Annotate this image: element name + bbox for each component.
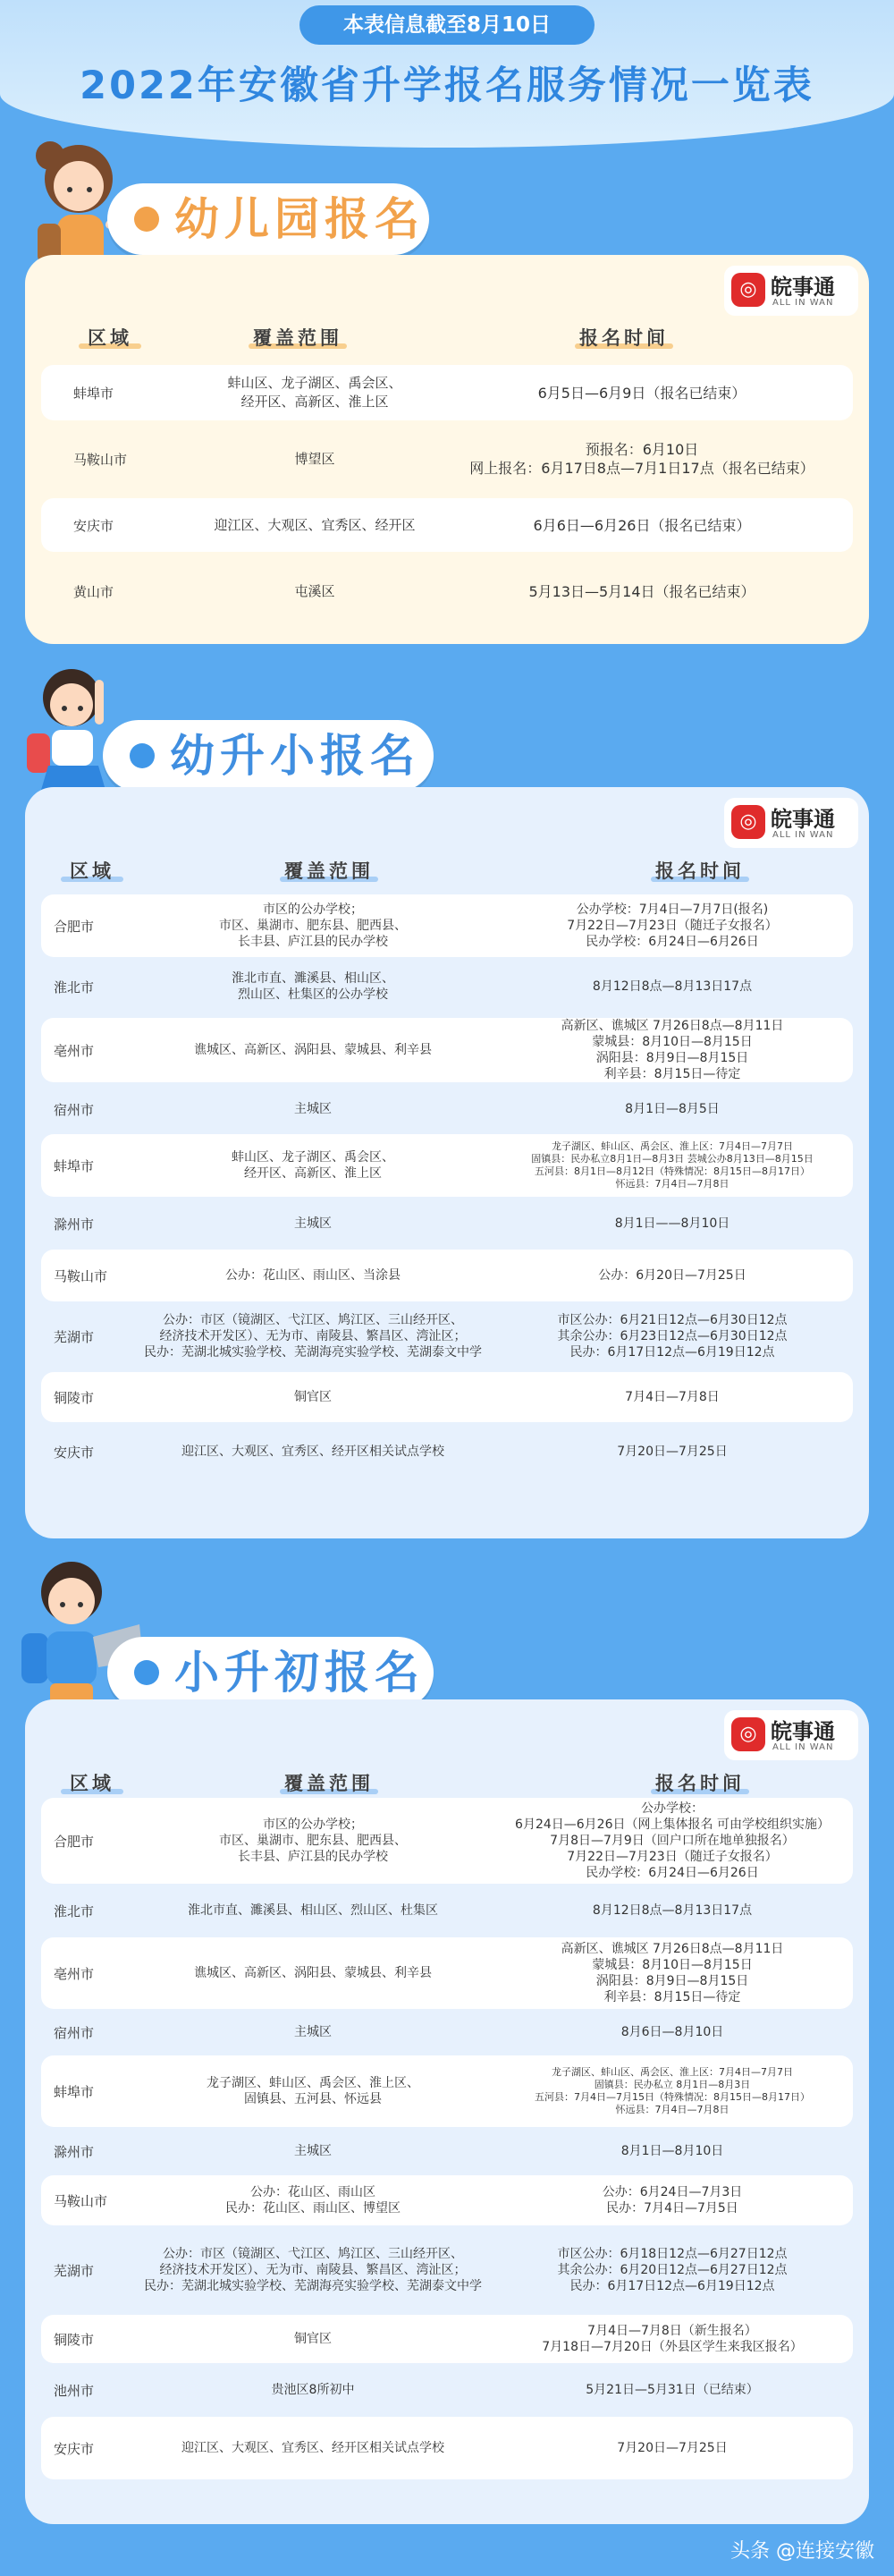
- cell-scope: [134, 1817, 492, 1865]
- cell-time: [492, 1444, 853, 1460]
- time-line: 龙子湖区、蚌山区、禹会区、淮上区：7月4日—7月7日: [552, 1140, 793, 1152]
- table-row: [41, 1372, 853, 1422]
- col-head-time: 报名时间: [651, 857, 749, 882]
- time-line: 5月21日—5月31日（已结束）: [586, 2383, 759, 2397]
- table-row: [41, 365, 853, 420]
- cell-scope: [134, 1444, 492, 1460]
- cell-time: [431, 384, 853, 402]
- cell-scope: [134, 1902, 492, 1919]
- date-notice: 本表信息截至8月10日: [299, 5, 595, 45]
- cell-scope: [198, 516, 431, 535]
- section-title: 小升初报名: [174, 1647, 425, 1699]
- cell-city: 安庆市: [54, 2440, 95, 2457]
- cell-city: 马鞍山市: [54, 1267, 108, 1284]
- cell-time: [492, 1018, 853, 1082]
- table-row: [41, 1200, 853, 1247]
- scope-line: 民办：芜湖北城实验学校、芜湖海亮实验学校、芜湖泰文中学: [144, 2279, 482, 2293]
- time-line: 7月4日—7月8日: [625, 1390, 720, 1404]
- time-line: 7月20日—7月25日: [617, 1445, 728, 1459]
- scope-line: 公办：市区（镜湖区、弋江区、鸠江区、三山经开区、: [163, 1313, 463, 1327]
- time-line: 民办：6月17日12点—6月19日12点: [569, 2279, 775, 2293]
- table-row: [41, 1887, 853, 1934]
- cell-scope: [134, 2382, 492, 2398]
- cell-scope: [134, 970, 492, 1003]
- time-line: 6月24日—6月26日（网上集体报名 可由学校组织实施）: [515, 1818, 830, 1832]
- col-head-time: 报名时间: [575, 324, 673, 349]
- cell-scope: [134, 1389, 492, 1405]
- cell-scope: [134, 2331, 492, 2347]
- cell-time: [492, 2143, 853, 2159]
- cell-scope: [198, 450, 431, 469]
- logo-sub: ALL IN WAN: [772, 830, 834, 840]
- scope-line: 公办：花山区、雨山区: [250, 2185, 375, 2199]
- cell-time: [492, 1101, 853, 1117]
- cell-scope: [134, 902, 492, 950]
- cell-time: [492, 902, 853, 950]
- time-line: 公办：6月20日—7月25日: [598, 1268, 746, 1283]
- junior-panel: [25, 1699, 869, 2524]
- cell-city: 铜陵市: [54, 2331, 95, 2348]
- cell-time: [492, 2382, 853, 2398]
- time-line: 市区公办：6月21日12点—6月30日12点: [557, 1313, 788, 1327]
- logo-mark-icon: ◎: [731, 273, 765, 307]
- scope-line: 谯城区、高新区、涡阳县、蒙城县、利辛县: [194, 1043, 432, 1057]
- cell-city: 蚌埠市: [54, 1157, 95, 1174]
- cell-time: [492, 2184, 853, 2216]
- bullet-icon: [134, 1660, 159, 1685]
- section-banner-primary: [103, 720, 434, 792]
- cell-city: 安庆市: [73, 517, 114, 534]
- time-line: 公办：6月24日—7月3日: [602, 2185, 743, 2199]
- logo-mark-icon: ◎: [731, 805, 765, 839]
- page-title: 2022年安徽省升学报名服务情况一览表: [80, 64, 814, 108]
- time-line: 7月8日—7月9日（回户口所在地单独报名）: [550, 1834, 795, 1848]
- watermark: 头条 @连接安徽: [730, 2540, 874, 2563]
- time-line: 市区公办：6月18日12点—6月27日12点: [557, 2247, 788, 2261]
- scope-line: 经济技术开发区）、无为市、南陵县、繁昌区、湾沚区；: [159, 1329, 467, 1343]
- cell-city: 蚌埠市: [73, 385, 114, 402]
- logo-name: 皖事通: [771, 807, 835, 832]
- scope-line: 主城区: [294, 2144, 332, 2158]
- table-row: [41, 564, 853, 619]
- scope-line: 公办：市区（镜湖区、弋江区、鸠江区、三山经开区、: [163, 2247, 463, 2261]
- time-line: 高新区、谯城区 7月26日8点—8月11日: [561, 1942, 784, 1956]
- cell-scope: [134, 1042, 492, 1058]
- cell-scope: [134, 1267, 492, 1284]
- col-head-time: 报名时间: [651, 1769, 749, 1794]
- time-line: 固镇县：民办私立8月1日—8月3日 芸城公办8月13日—8月15日: [531, 1153, 814, 1165]
- logo-name: 皖事通: [771, 275, 835, 300]
- logo-sub: ALL IN WAN: [772, 298, 834, 308]
- scope-line: 铜官区: [294, 1390, 332, 1404]
- scope-line: 主城区: [294, 1216, 332, 1231]
- cell-time: [492, 1312, 853, 1360]
- scope-line: 烈山区、杜集区的公办学校: [238, 987, 388, 1002]
- scope-line: 市区的公办学校；: [263, 902, 363, 917]
- time-line: 6月6日—6月26日（报名已结束）: [533, 516, 751, 534]
- time-line: 7月20日—7月25日: [617, 2441, 728, 2455]
- cell-scope: [134, 1149, 492, 1182]
- scope-line: 长丰县、庐江县的民办学校: [238, 935, 388, 949]
- scope-line: 贵池区8所初中: [271, 2383, 355, 2397]
- scope-line: 市区的公办学校；: [263, 1818, 363, 1832]
- time-line: 8月6日—8月10日: [620, 2025, 724, 2039]
- cell-city: 淮北市: [54, 979, 95, 996]
- scope-line: 民办：花山区、雨山区、博望区: [225, 2201, 401, 2216]
- table-row: [41, 2175, 853, 2225]
- scope-line: 市区、巢湖市、肥东县、肥西县、: [219, 1834, 407, 1848]
- cell-scope: [134, 1101, 492, 1117]
- time-line: 民办：7月4日—7月5日: [606, 2201, 738, 2216]
- cell-city: 安庆市: [54, 1444, 95, 1461]
- time-line: 公办学校：: [641, 1801, 704, 1816]
- time-line: 7月4日—7月8日（新生报名）: [587, 2324, 757, 2338]
- time-line: 涡阳县：8月9日—8月15日: [595, 1974, 749, 1988]
- table-row: [41, 1134, 853, 1197]
- cell-city: 合肥市: [54, 918, 95, 935]
- scope-line: 淮北市直、濉溪县、相山区、: [232, 971, 394, 986]
- time-line: 五河县：8月1日—8月12日（特殊情况：8月15日—8月17日）: [535, 1165, 810, 1177]
- time-line: 利辛县：8月15日—待定: [603, 1067, 741, 1081]
- bullet-icon: [130, 743, 155, 768]
- time-line: 网上报名：6月17日8点—7月1日17点（报名已结束）: [469, 460, 814, 477]
- time-line: 其余公办：6月23日12点—6月30日12点: [557, 1329, 788, 1343]
- scope-line: 龙子湖区、蚌山区、禹会区、淮上区、: [207, 2076, 419, 2090]
- time-line: 其余公办：6月20日12点—6月27日12点: [557, 2263, 788, 2277]
- cell-city: 芜湖市: [54, 1328, 95, 1345]
- primary-panel: [25, 787, 869, 1538]
- section-title: 幼儿园报名: [174, 193, 425, 245]
- table-row: [41, 1798, 853, 1884]
- scope-line: 迎江区、大观区、宜秀区、经开区相关试点学校: [181, 2441, 444, 2455]
- cell-scope: [134, 2440, 492, 2456]
- table-row: [41, 960, 853, 1013]
- time-line: 7月18日—7月20日（外县区学生来我区报名）: [542, 2340, 803, 2354]
- col-head-scope: 覆盖范围: [249, 324, 347, 349]
- bullet-icon: [134, 207, 159, 232]
- time-line: 7月22日—7月23日（随迁子女报名）: [567, 919, 778, 933]
- col-head-area: 区域: [61, 1769, 123, 1794]
- time-line: 怀远县：7月4日—7月8日: [615, 2104, 730, 2115]
- logo-name: 皖事通: [771, 1719, 835, 1744]
- cell-time: [431, 440, 853, 478]
- cell-time: [492, 1267, 853, 1284]
- cell-scope: [198, 374, 431, 411]
- time-line: 怀远县：7月4日—7月8日: [615, 1178, 730, 1190]
- scope-line: 主城区: [294, 2025, 332, 2039]
- time-line: 民办：6月17日12点—6月19日12点: [569, 1345, 775, 1360]
- scope-line: 蚌山区、龙子湖区、禹会区、: [227, 375, 402, 391]
- time-line: 蒙城县：8月10日—8月15日: [592, 1958, 753, 1972]
- scope-line: 屯溪区: [294, 582, 335, 599]
- table-row: [41, 2417, 853, 2479]
- scope-line: 公办：花山区、雨山区、当涂县: [225, 1268, 401, 1283]
- scope-line: 铜官区: [294, 2332, 332, 2346]
- cell-city: 亳州市: [54, 1042, 95, 1059]
- scope-line: 迎江区、大观区、宜秀区、经开区: [214, 516, 416, 533]
- scope-line: 经开区、高新区、淮上区: [240, 394, 389, 410]
- scope-line: 经济技术开发区）、无为市、南陵县、繁昌区、湾沚区；: [159, 2263, 467, 2277]
- col-head-area: 区域: [61, 857, 123, 882]
- cell-time: [492, 1389, 853, 1405]
- time-line: 8月1日—8月10日: [620, 2144, 724, 2158]
- time-line: 民办学校：6月24日—6月26日: [586, 935, 759, 949]
- time-line: 高新区、谯城区 7月26日8点—8月11日: [561, 1019, 784, 1033]
- scope-line: 固镇县、五河县、怀远县: [244, 2092, 382, 2106]
- time-line: 8月1日—8月5日: [625, 1102, 720, 1116]
- time-line: 5月13日—5月14日（报名已结束）: [528, 582, 755, 600]
- cell-city: 滁州市: [54, 2143, 95, 2160]
- table-row: [41, 894, 853, 957]
- cell-scope: [134, 2024, 492, 2040]
- cell-scope: [134, 1216, 492, 1232]
- scope-line: 长丰县、庐江县的民办学校: [238, 1850, 388, 1864]
- scope-line: 市区、巢湖市、肥东县、肥西县、: [219, 919, 407, 933]
- time-line: 公办学校：7月4日—7月7日(报名): [576, 902, 769, 917]
- section-banner-junior: [107, 1637, 434, 1708]
- scope-line: 谯城区、高新区、涡阳县、蒙城县、利辛县: [194, 1966, 432, 1980]
- scope-line: 淮北市直、濉溪县、相山区、烈山区、杜集区: [188, 1903, 438, 1918]
- cell-scope: [134, 2075, 492, 2107]
- cell-scope: [198, 582, 431, 601]
- table-row: [41, 1250, 853, 1301]
- wanshitong-logo: [724, 798, 858, 848]
- time-line: 民办学校：6月24日—6月26日: [586, 1866, 759, 1880]
- table-row: [41, 1425, 853, 1479]
- table-row: [41, 2055, 853, 2127]
- cell-time: [492, 1801, 853, 1881]
- logo-mark-icon: ◎: [731, 1717, 765, 1751]
- cell-time: [492, 2323, 853, 2355]
- cell-scope: [134, 1965, 492, 1981]
- time-line: 8月1日——8月10日: [614, 1216, 730, 1231]
- cell-city: 亳州市: [54, 1965, 95, 1982]
- cell-city: 池州市: [54, 2382, 95, 2399]
- time-line: 7月22日—7月23日（随迁子女报名）: [567, 1850, 778, 1864]
- cell-time: [492, 1216, 853, 1232]
- cell-time: [492, 1941, 853, 2005]
- wanshitong-logo: [724, 1710, 858, 1760]
- cell-time: [492, 2066, 853, 2116]
- cell-city: 滁州市: [54, 1216, 95, 1233]
- cell-time: [492, 1140, 853, 1191]
- scope-line: 经开区、高新区、淮上区: [244, 1166, 382, 1181]
- section-banner-kindergarten: [107, 183, 429, 255]
- scope-line: 主城区: [294, 1102, 332, 1116]
- table-row: [41, 2012, 853, 2052]
- cell-city: 黄山市: [73, 583, 114, 600]
- cell-city: 芜湖市: [54, 2262, 95, 2279]
- time-line: 涡阳县：8月9日—8月15日: [595, 1051, 749, 1065]
- cell-time: [492, 2440, 853, 2456]
- cell-time: [492, 979, 853, 995]
- scope-line: 蚌山区、龙子湖区、禹会区、: [232, 1150, 394, 1165]
- table-row: [41, 1087, 853, 1131]
- cell-time: [492, 1902, 853, 1919]
- table-row: [41, 1304, 853, 1368]
- col-head-area: 区域: [79, 324, 141, 349]
- table-row: [41, 498, 853, 552]
- time-line: 6月5日—6月9日（报名已结束）: [537, 384, 746, 402]
- cell-scope: [134, 2246, 492, 2294]
- wanshitong-logo: [724, 266, 858, 316]
- cell-city: 铜陵市: [54, 1389, 95, 1406]
- kindergarten-panel: [25, 255, 869, 644]
- cell-city: 合肥市: [54, 1833, 95, 1850]
- cell-time: [431, 516, 853, 535]
- table-row: [41, 2229, 853, 2311]
- cell-scope: [134, 2184, 492, 2216]
- table-row: [41, 431, 853, 487]
- cell-city: 马鞍山市: [54, 2192, 108, 2209]
- table-row: [41, 2367, 853, 2413]
- table-row: [41, 2131, 853, 2172]
- time-line: 五河县：7月4日—7月15日（特殊情况：8月15日—8月17日）: [535, 2091, 810, 2103]
- logo-sub: ALL IN WAN: [772, 1742, 834, 1752]
- table-row: [41, 1937, 853, 2009]
- cell-time: [492, 2246, 853, 2294]
- cell-city: 宿州市: [54, 1101, 95, 1118]
- cell-city: 蚌埠市: [54, 2083, 95, 2100]
- time-line: 固镇县：民办私立 8月1日—8月3日: [594, 2079, 751, 2090]
- cell-scope: [134, 2143, 492, 2159]
- section-title: 幼升小报名: [170, 730, 420, 782]
- cell-city: 马鞍山市: [73, 451, 128, 468]
- time-line: 预报名：6月10日: [585, 441, 699, 458]
- time-line: 利辛县：8月15日—待定: [603, 1990, 741, 2004]
- table-row: [41, 2315, 853, 2363]
- time-line: 蒙城县：8月10日—8月15日: [592, 1035, 753, 1049]
- cell-city: 宿州市: [54, 2024, 95, 2041]
- col-head-scope: 覆盖范围: [280, 1769, 378, 1794]
- time-line: 8月12日8点—8月13日17点: [592, 979, 753, 994]
- cell-time: [431, 582, 853, 601]
- col-head-scope: 覆盖范围: [280, 857, 378, 882]
- cell-scope: [134, 1312, 492, 1360]
- time-line: 8月12日8点—8月13日17点: [592, 1903, 753, 1918]
- cell-time: [492, 2024, 853, 2040]
- scope-line: 迎江区、大观区、宜秀区、经开区相关试点学校: [181, 1445, 444, 1459]
- cell-city: 淮北市: [54, 1902, 95, 1919]
- table-row: [41, 1018, 853, 1082]
- scope-line: 博望区: [294, 450, 335, 467]
- time-line: 龙子湖区、蚌山区、禹会区、淮上区：7月4日—7月7日: [552, 2066, 793, 2078]
- scope-line: 民办：芜湖北城实验学校、芜湖海亮实验学校、芜湖泰文中学: [144, 1345, 482, 1360]
